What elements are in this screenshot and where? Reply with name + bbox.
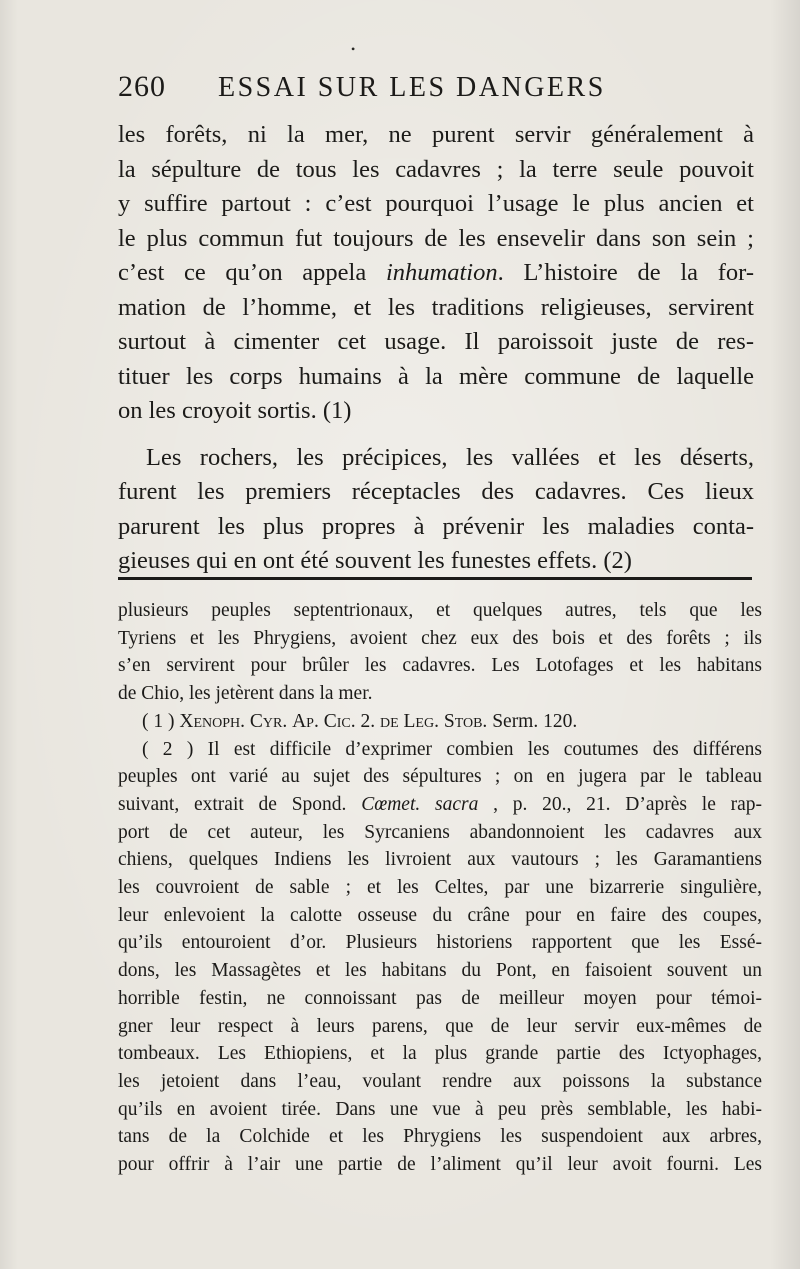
text-line: surtout à cimenter cet usage. Il paroissoit juste de res- — [118, 328, 754, 355]
footnote-line: tans de la Colchide et les Phrygiens les suspendoient aux arbres, — [118, 1126, 762, 1148]
footnote-line: les couvroient de sable ; et les Celtes, par une bizarrerie singulière, — [118, 877, 762, 899]
text-line: les forêts, ni la mer, ne purent servir généralement à — [118, 121, 754, 148]
footnote-line: horrible festin, ne connoissant pas de meilleur moyen pour témoi- — [118, 987, 762, 1009]
footnote-line: chiens, quelques Indiens les livroient aux vautours ; les Garamantiens — [118, 849, 762, 871]
text-line: on les croyoit sortis. (1) — [118, 397, 352, 424]
footnote-line: pour offrir à l’air une partie de l’aliment qu’il leur avoit fourni. Les — [118, 1154, 762, 1176]
page-number: 260 — [118, 70, 166, 103]
footnote-line: port de cet auteur, les Syrcaniens abandonnoient les cadavres aux — [118, 821, 762, 843]
citation-author: Xenoph. Cyr. — [179, 710, 288, 732]
running-head: ESSAI SUR LES DANGERS — [218, 72, 606, 103]
footnote-line: tombeaux. Les Ethiopiens, et la plus grande partie des Ictyophages, — [118, 1043, 762, 1065]
citation-source: Ap. Cic. 2. de Leg. — [292, 710, 439, 732]
main-text — [118, 118, 754, 579]
footnote-line: peuples ont varié au sujet des sépultures ; on en jugera par le tableau — [118, 766, 762, 788]
text-line: Les rochers, les précipices, les vallées et les déserts, — [146, 443, 754, 471]
text-line: gieuses qui en ont été souvent les funestes effets. (2) — [118, 547, 632, 574]
text-line: parurent les plus propres à prévenir les maladies conta- — [118, 512, 754, 540]
text-line: tituer les corps humains à la mère commune de laquelle — [118, 362, 754, 390]
page-header — [118, 70, 678, 110]
text-fragment: c’est ce qu’on appela — [118, 259, 367, 286]
footnote-line: s’en servirent pour brûler les cadavres. Les Lotofages et les habitans — [118, 655, 762, 677]
citation-author: Stob. — [443, 710, 488, 732]
text-line-with-term — [118, 256, 754, 291]
text-line: mation de l’homme, et les traditions religieuses, servirent — [118, 293, 754, 321]
footnote-2-line: ( 2 ) Il est difficile d’exprimer combien les coutumes des différens — [142, 738, 762, 760]
footnote-line-with-title — [118, 791, 762, 819]
italic-title: Cœmet. sacra — [361, 793, 479, 815]
footnote-line: leur enlevoient la calotte osseuse du crâne pour en faire des coupes, — [118, 904, 762, 926]
footnote-line: qu’ils en avoient tirée. Dans une vue à peu près semblable, les habi- — [118, 1098, 762, 1120]
footnotes — [118, 597, 762, 1179]
footnote-line: plusieurs peuples septentrionaux, et quelques autres, tels que les — [118, 600, 762, 621]
paragraph-gap — [118, 429, 754, 441]
footnote-line: Tyriens et les Phrygiens, avoient chez eux des bois et des forêts ; ils — [118, 627, 762, 649]
text-fragment: , p. 20., 21. D’après le rap- — [493, 793, 763, 815]
footnote-line: dons, les Massagètes et les habitans du Pont, en faisoient souvent un — [118, 960, 762, 982]
text-fragment: . L’histoire de la for- — [497, 259, 754, 286]
text-line: furent les premiers réceptacles des cadavres. Ces lieux — [118, 478, 754, 505]
text-line: le plus commun fut toujours de les ensevelir dans son sein ; — [118, 224, 754, 252]
footnote-line: qu’ils entouroient d’or. Plusieurs historiens rapportent que les Essé- — [118, 932, 762, 954]
footnote-line: les jetoient dans l’eau, voulant rendre aux poissons la substance — [118, 1070, 762, 1092]
text-line: la sépulture de tous les cadavres ; la terre seule pouvoit — [118, 155, 754, 183]
top-mark: • — [351, 42, 356, 56]
footnote-rule — [118, 577, 752, 580]
text-fragment: suivant, extrait de Spond. — [118, 793, 347, 815]
footnote-line: gner leur respect à leurs parens, que de leur servir eux-mêmes de — [118, 1015, 762, 1037]
footnote-1 — [118, 708, 762, 736]
footnote-line: de Chio, les jetèrent dans la mer. — [118, 683, 373, 705]
footnote-marker: ( 1 ) — [142, 710, 175, 732]
text-line: y suffire partout : c’est pourquoi l’usage le plus ancien et — [118, 190, 754, 217]
italic-term: inhumation — [385, 259, 498, 286]
citation-ref: Serm. 120. — [492, 710, 578, 732]
